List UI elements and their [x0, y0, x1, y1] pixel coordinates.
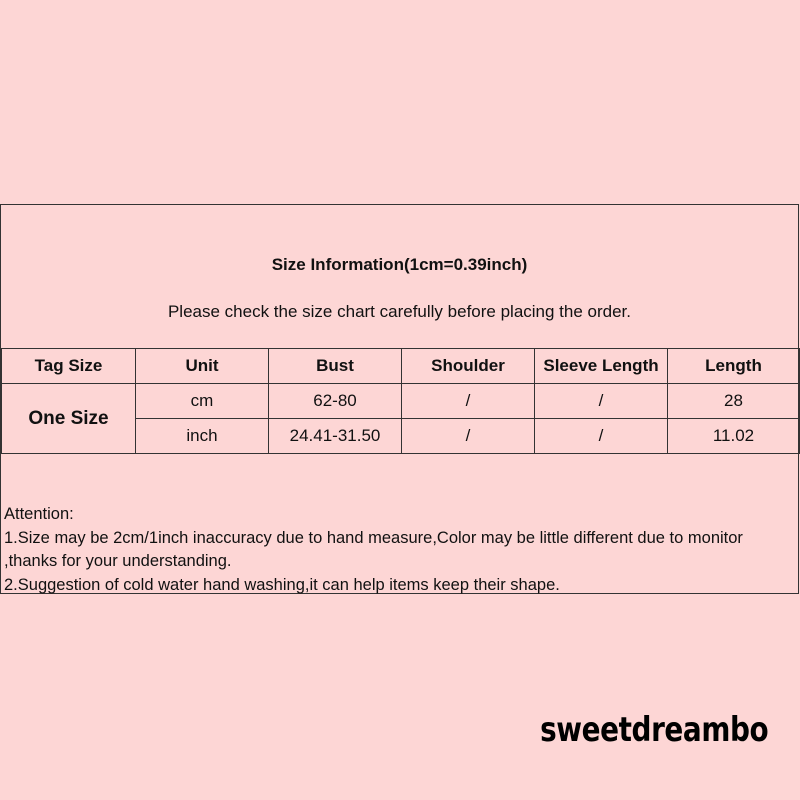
header-unit: Unit — [136, 349, 269, 384]
table-row — [2, 384, 800, 419]
sleeve-cell: / — [535, 419, 668, 454]
size-table — [1, 348, 800, 454]
attention-notes — [4, 503, 794, 597]
unit-cell: inch — [136, 419, 269, 454]
sleeve-cell: / — [535, 384, 668, 419]
size-info-title: Size Information(1cm=0.39inch) — [271, 255, 528, 274]
attention-heading: Attention: — [4, 505, 74, 523]
table-header-row — [2, 349, 800, 384]
length-cell: 28 — [668, 384, 800, 419]
attention-line-1: 1.Size may be 2cm/1inch inaccuracy due to hand measure,Color may be little different due to monitor ,thanks for your understanding. — [4, 528, 743, 570]
bust-cell: 62-80 — [269, 384, 402, 419]
attention-line-2: 2.Suggestion of cold water hand washing,it can help items keep their shape. — [4, 575, 560, 594]
header-shoulder: Shoulder — [402, 349, 535, 384]
header-tag-size: Tag Size — [2, 349, 136, 384]
unit-cell: cm — [136, 384, 269, 419]
header-sleeve-length: Sleeve Length — [535, 349, 668, 384]
size-info-subtitle: Please check the size chart carefully before placing the order. — [167, 302, 632, 321]
brand-watermark: sweetdreambo — [539, 710, 768, 750]
header-length: Length — [668, 349, 800, 384]
shoulder-cell: / — [402, 419, 535, 454]
shoulder-cell: / — [402, 384, 535, 419]
header-bust: Bust — [269, 349, 402, 384]
bust-cell: 24.41-31.50 — [269, 419, 402, 454]
size-info-panel — [0, 204, 799, 594]
tag-size-cell: One Size — [2, 384, 136, 454]
length-cell: 11.02 — [668, 419, 800, 454]
